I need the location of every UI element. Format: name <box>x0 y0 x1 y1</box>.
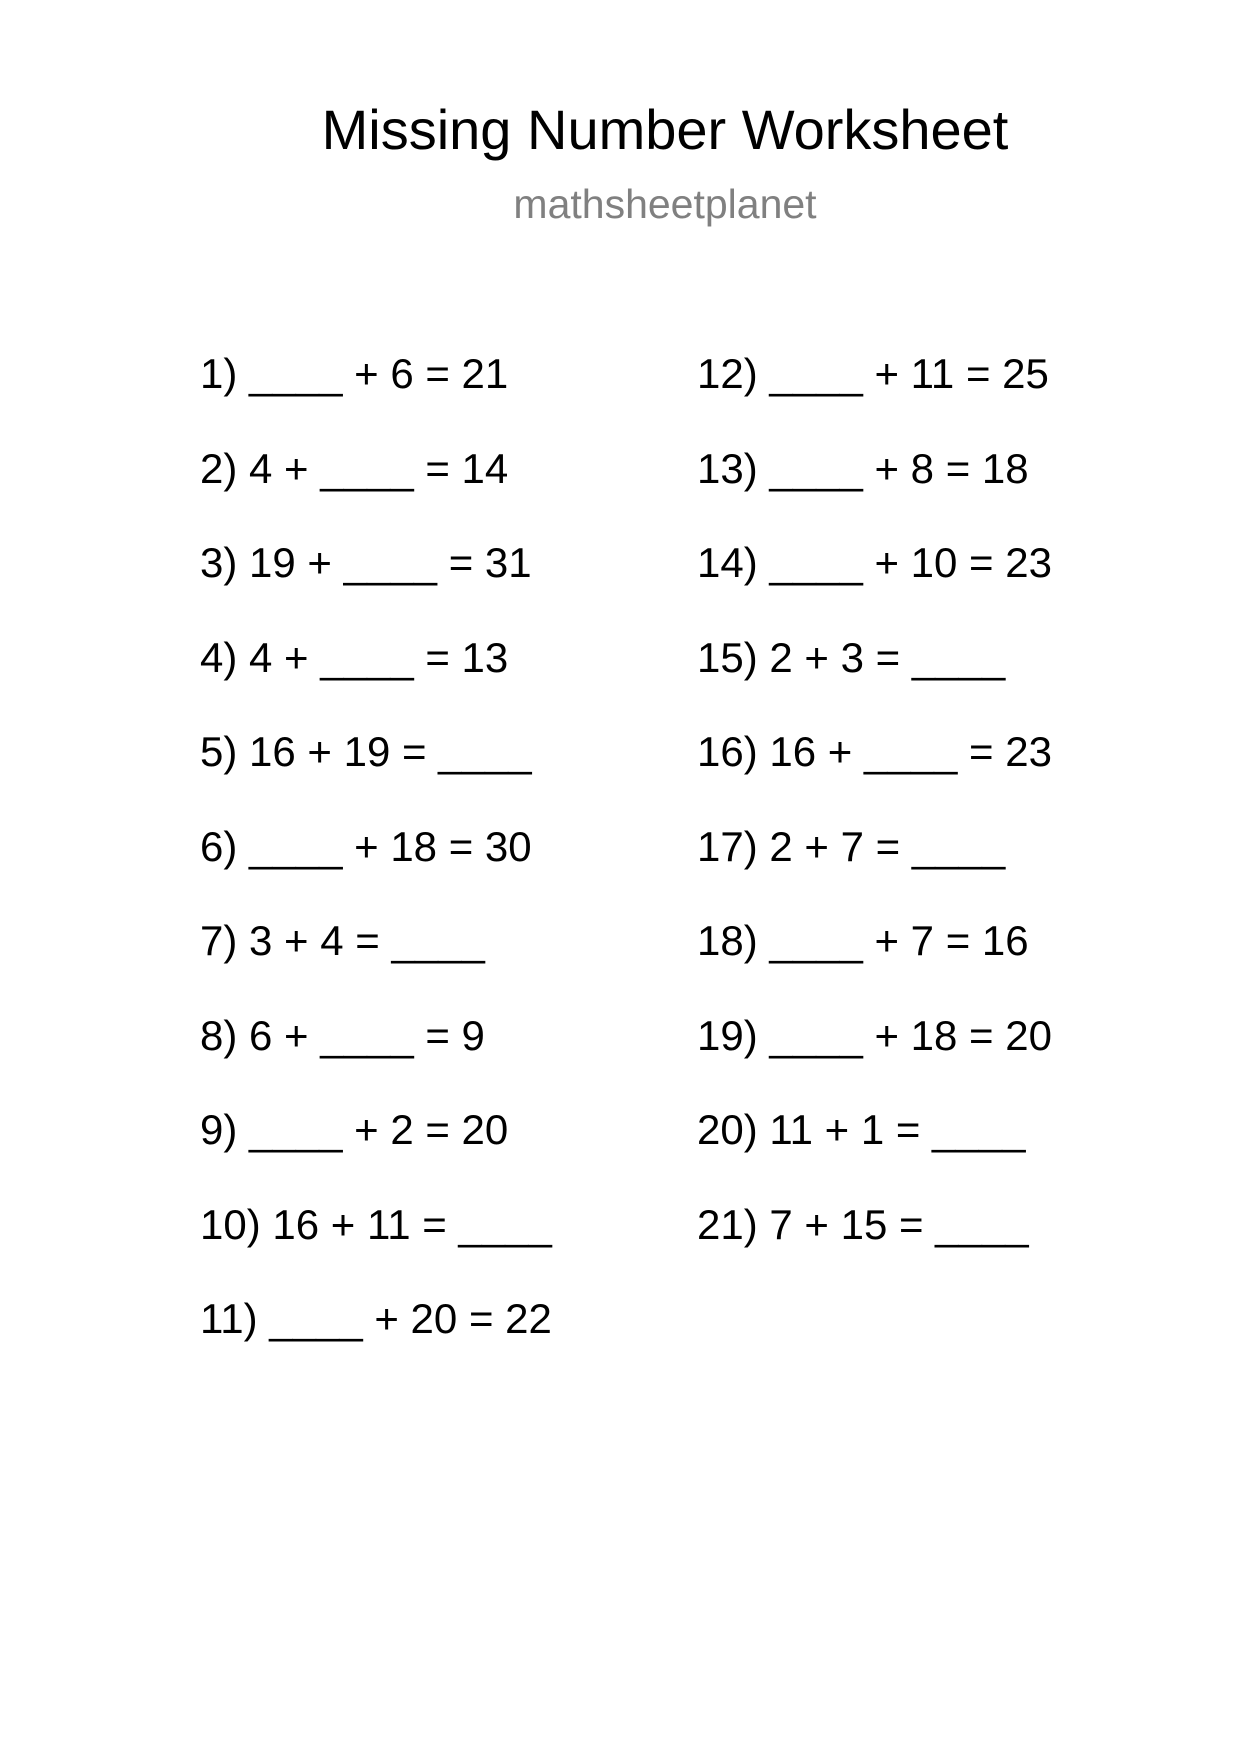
problem-9: 9) ____ + 2 = 20 <box>200 1106 509 1153</box>
problem-21: 21) 7 + 15 = ____ <box>697 1200 1029 1248</box>
problem-5: 5) 16 + 19 = ____ <box>200 728 532 775</box>
problem-column-left <box>200 346 552 1386</box>
problem-14: 14) ____ + 10 = 23 <box>697 539 1052 586</box>
problem-7: 7) 3 + 4 = ____ <box>200 917 485 964</box>
problem-3: 3) 19 + ____ = 31 <box>200 539 532 586</box>
problem-12: 12) ____ + 11 = 25 <box>697 350 1049 397</box>
problem-4: 4) 4 + ____ = 13 <box>200 633 509 681</box>
worksheet-subtitle: mathsheetplanet <box>513 181 817 227</box>
problem-6: 6) ____ + 18 = 30 <box>200 822 532 870</box>
problem-13: 13) ____ + 8 = 18 <box>697 444 1029 492</box>
problem-8: 8) 6 + ____ = 9 <box>200 1011 485 1059</box>
problem-2: 2) 4 + ____ = 14 <box>200 444 509 492</box>
problem-1: 1) ____ + 6 = 21 <box>200 350 509 397</box>
problem-17: 17) 2 + 7 = ____ <box>697 822 1006 870</box>
worksheet-title: Missing Number Worksheet <box>321 98 1009 161</box>
problem-15: 15) 2 + 3 = ____ <box>697 633 1006 681</box>
problem-10: 10) 16 + 11 = ____ <box>200 1200 552 1248</box>
problem-11: 11) ____ + 20 = 22 <box>200 1295 552 1342</box>
problem-column-right <box>697 346 1052 1291</box>
problem-18: 18) ____ + 7 = 16 <box>697 917 1029 964</box>
problem-19: 19) ____ + 18 = 20 <box>697 1011 1052 1059</box>
problem-16: 16) 16 + ____ = 23 <box>697 728 1052 775</box>
problem-20: 20) 11 + 1 = ____ <box>697 1106 1026 1153</box>
